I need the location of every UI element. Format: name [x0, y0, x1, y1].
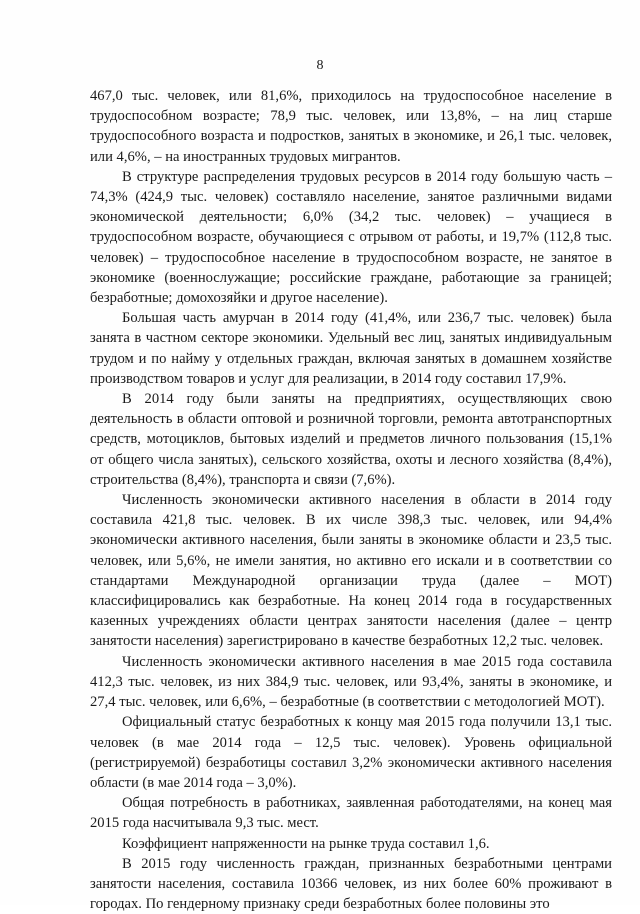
page-number: 8	[316, 58, 324, 73]
paragraph-2: В структуре распределения трудовых ресурсов в 2014 году большую часть – 74,3% (424,9 тыс. человек) составляло население, занятое различными видами экономической деятельности; 6,0% (34,2 тыс. человек) – учащиеся в трудоспособном возрасте, обучающиеся с отрывом от работы, и 19,7% (112,8 тыс. человек) – трудоспособное население в трудоспособном возрасте, не занятое в экономике (военнослужащие; российские граждане, работающие за границей; безработные; домохозяйки и другое население).	[90, 168, 612, 307]
paragraph-7: Официальный статус безработных к концу мая 2015 года получили 13,1 тыс. человек (в мае 2014 года – 12,5 тыс. человек). Уровень официальной (регистрируемой) безработицы составил 3,2% экономически активного населения области (в мае 2014 года – 3,0%).	[90, 714, 612, 791]
paragraph-6: Численность экономически активного населения в мае 2015 года составила 412,3 тыс. человек, из них 384,9 тыс. человек, или 93,4%, заняты в экономике, и 27,4 тыс. человек, или 6,6%, – безработные (в соответствии с методологией МОТ).	[90, 653, 612, 711]
body-text	[90, 86, 612, 914]
paragraph-3: Большая часть амурчан в 2014 году (41,4%, или 236,7 тыс. человек) была занята в частном секторе экономики. Удельный вес лиц, занятых индивидуальным трудом и по найму у отдельных граждан, включая занятых в домашнем хозяйстве производством товаров и услуг для реализации, в 2014 году составил 17,9%.	[90, 310, 612, 387]
paragraph-1: 467,0 тыс. человек, или 81,6%, приходилось на трудоспособное население в трудоспособном возрасте; 78,9 тыс. человек, или 13,8%, – на лиц старше трудоспособного возраста и подростков, занятых в экономике, и 26,1 тыс. человек, или 4,6%, – на иностранных трудовых мигрантов.	[90, 88, 612, 165]
paragraph-9: Коэффициент напряженности на рынке труда составил 1,6.	[122, 835, 490, 852]
paragraph-5: Численность экономически активного населения в области в 2014 году составила 421,8 тыс. человек. В их числе 398,3 тыс. человек, или 94,4% экономически активного населения, были заняты в экономике области и 23,5 тыс. человек, или 5,6%, не имели занятия, но активно его искали и в соответствии со стандартами Международной организации труда (далее – МОТ) классифицировались как безработные. На конец 2014 года в государственных казенных учреждениях области центрах занятости населения (далее – центр занятости населения) зарегистрировано в качестве безработных 12,2 тыс. человек.	[90, 492, 612, 650]
paragraph-8: Общая потребность в работниках, заявленная работодателями, на конец мая 2015 года насчитывала 9,3 тыс. мест.	[90, 795, 612, 832]
paragraph-10: В 2015 году численность граждан, признанных безработными центрами занятости населения, составила 10366 человек, из них более 60% проживают в городах. По гендерному признаку среди безработных более половины это	[90, 855, 612, 913]
paragraph-4: В 2014 году были заняты на предприятиях, осуществляющих свою деятельность в области оптовой и розничной торговли, ремонта автотранспортных средств, мотоциклов, бытовых изделий и предметов личного пользования (15,1% от общего числа занятых), сельского хозяйства, охоты и лесного хозяйства (8,4%), строительства (8,4%), транспорта и связи (7,6%).	[90, 391, 612, 488]
